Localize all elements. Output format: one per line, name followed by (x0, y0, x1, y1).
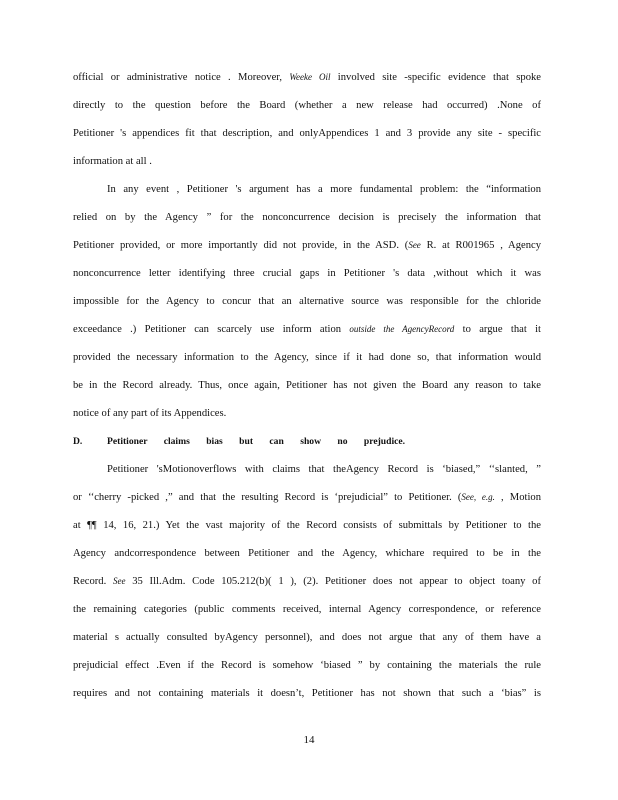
text-line: notice of any part of its Appendices. (73, 408, 227, 419)
text-line: directly to the question before the Board (whether a new release had occurred) .None of (73, 100, 541, 111)
text-line: be in the Record already. Thus, once again, Petitioner has not given the Board any reason to take (73, 380, 541, 391)
text-line: prejudicial effect .Even if the Record is somehow ‘biased ” by containing the materials the rule (73, 660, 541, 671)
text-line: Petitioner 's appendices fit that description, and onlyAppendices 1 and 3 provide any site - specific (73, 128, 541, 139)
text-line: Record. See 35 Ill.Adm. Code 105.212(b)( 1 ), (2). Petitioner does not appear to object toany of (73, 576, 541, 587)
text-line: requires and not containing materials it doesn’t, Petitioner has not shown that such a ‘bias” is (73, 688, 541, 699)
text-line: material s actually consulted byAgency personnel), and does not argue that any of them have a (73, 632, 541, 643)
text-line: relied on by the Agency ” for the nonconcurrence decision is precisely the information that (73, 212, 541, 223)
text-line: provided the necessary information to the Agency, since if it had done so, that information would (73, 352, 541, 363)
section-heading: D. Petitioner claims bias but can show no prejudice. (73, 436, 406, 447)
text-line: impossible for the Agency to concur that an alternative source was responsible for the chloride (73, 296, 541, 307)
page-number: 14 (303, 734, 315, 746)
text-line: the remaining categories (public comments received, internal Agency correspondence, or reference (73, 604, 541, 615)
text-line: or ‘‘cherry -picked ,” and that the resulting Record is ‘prejudicial” to Petitioner. (See, e.g. , Motion (73, 492, 541, 503)
text-line: nonconcurrence letter identifying three crucial gaps in Petitioner 's data ,without which it was (73, 268, 541, 279)
text-line: Agency andcorrespondence between Petitioner and the Agency, whichare required to be in the (73, 548, 541, 559)
text-line: official or administrative notice . Moreover, Weeke Oil involved site -specific evidence that spoke (73, 72, 541, 83)
text-line: Petitioner 'sMotionoverflows with claims that theAgency Record is ‘biased,” ‘‘slanted, ” (107, 464, 541, 475)
text-line: exceedance .) Petitioner can scarcely use inform ation outside the AgencyRecord to argue that it (73, 324, 541, 335)
text-line: information at all . (73, 156, 152, 167)
text-line: In any event , Petitioner 's argument has a more fundamental problem: the “information (107, 184, 541, 195)
text-line: at ¶¶ 14, 16, 21.) Yet the vast majority of the Record consists of submittals by Petitioner to the (73, 520, 541, 531)
text-line: Petitioner provided, or more importantly did not provide, in the ASD. (See R. at R001965 , Agency (73, 240, 541, 251)
